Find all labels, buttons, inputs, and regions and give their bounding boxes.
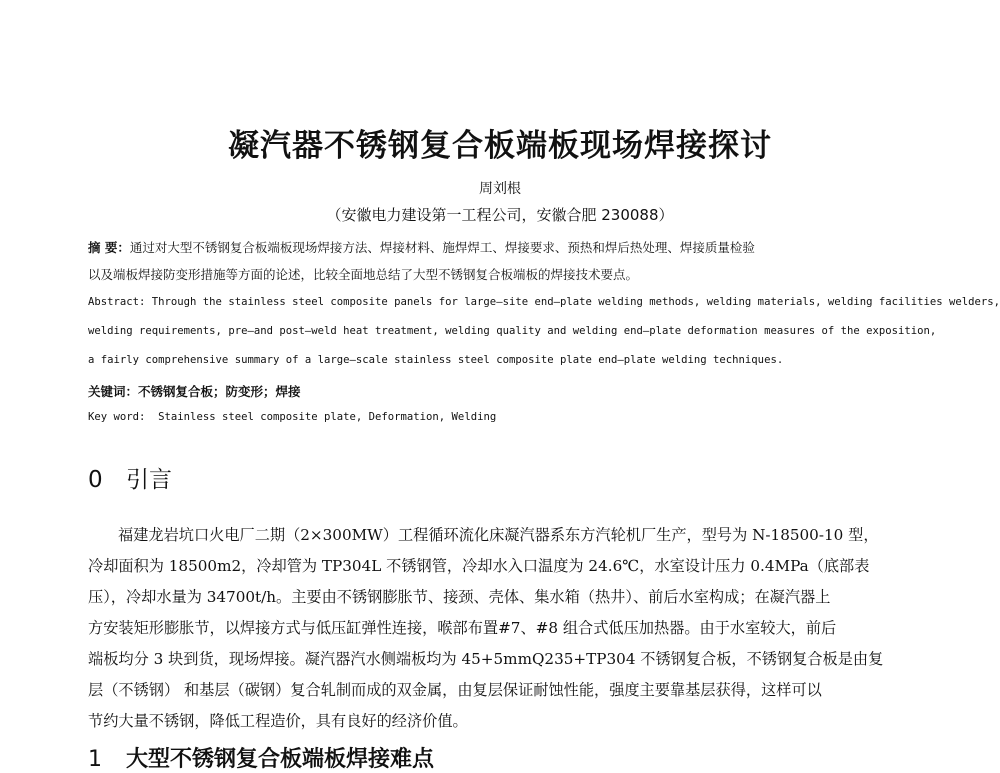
- keywords-en: [88, 411, 496, 423]
- section-1-title: 大型不锈钢复合板端板焊接难点: [126, 747, 435, 772]
- abstract-cn-label: 摘 要：: [88, 240, 130, 255]
- keywords-cn: [88, 382, 301, 400]
- intro-line-6: 层（不锈钢） 和基层（碳钢）复合轧制而成的双金属，由复层保证耐蚀性能，强度主要靠基层获得，这样可以: [88, 681, 822, 699]
- intro-line-4: 方安装矩形膨胀节，以焊接方式与低压缸弹性连接，喉部布置#7、#8 组合式低压加热器。由于水室较大，前后: [88, 619, 837, 637]
- section-0-heading: [88, 461, 172, 494]
- keywords-cn-text: 不锈钢复合板；防变形；焊接: [138, 384, 301, 399]
- keywords-en-text: Stainless steel composite plate, Deformation, Welding: [158, 411, 497, 423]
- keywords-cn-label: 关键词：: [88, 384, 139, 399]
- section-1-heading: [88, 742, 434, 773]
- abstract-en-line-1: Abstract: Through the stainless steel composite panels for large—site end—plate welding methods, welding materials, welding facilities welders,: [88, 296, 1000, 308]
- author-affiliation: （安徽电力建设第一工程公司，安徽合肥 230088）: [326, 206, 674, 224]
- section-0-number: 0: [88, 467, 103, 493]
- section-0-title: 引言: [126, 467, 172, 493]
- abstract-en-line-3: a fairly comprehensive summary of a large—scale stainless steel composite plate end—plate welding techniques.: [88, 354, 784, 366]
- keywords-en-label: Key word:: [88, 411, 146, 423]
- paper-title: 凝汽器不锈钢复合板端板现场焊接探讨: [228, 128, 772, 164]
- abstract-cn-line-2: 以及端板焊接防变形措施等方面的论述，比较全面地总结了大型不锈钢复合板端板的焊接技术要点。: [88, 267, 639, 282]
- abstract-cn-line-1: [88, 238, 755, 256]
- intro-line-7: 节约大量不锈钢，降低工程造价，具有良好的经济价值。: [88, 712, 468, 730]
- intro-line-3: 压），冷却水量为 34700t/h。主要由不锈钢膨胀节、接颈、壳体、集水箱（热井）、前后水室构成；在凝汽器上: [88, 588, 831, 606]
- intro-line-1: 福建龙岩坑口火电厂二期（2×300MW）工程循环流化床凝汽器系东方汽轮机厂生产，型号为 N-18500-10 型，: [118, 526, 879, 544]
- section-1-number: 1: [88, 747, 102, 772]
- intro-line-2: 冷却面积为 18500m2，冷却管为 TP304L 不锈钢管，冷却水入口温度为 24.6℃，水室设计压力 0.4MPa（底部表: [88, 557, 870, 575]
- author-name: 周刘根: [479, 181, 521, 197]
- abstract-cn-text: 通过对大型不锈钢复合板端板现场焊接方法、焊接材料、施焊焊工、焊接要求、预热和焊后热处理、焊接质量检验: [129, 240, 755, 255]
- abstract-en-line-2: welding requirements, pre—and post—weld heat treatment, welding quality and welding end—plate deformation measures of the exposition,: [88, 325, 937, 337]
- intro-line-5: 端板均分 3 块到货，现场焊接。凝汽器汽水侧端板均为 45+5mmQ235+TP304 不锈钢复合板，不锈钢复合板是由复: [88, 650, 884, 668]
